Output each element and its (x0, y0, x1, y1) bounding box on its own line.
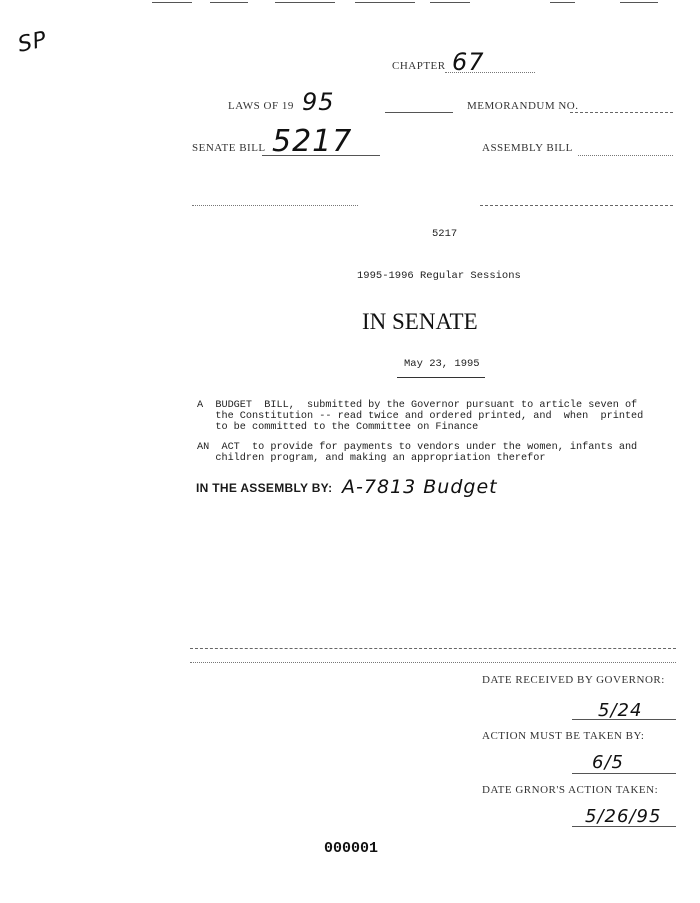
act-paragraph: AN ACT to provide for payments to vendors under the women, infants and children program, and making an appropriation therefor (197, 442, 638, 464)
scan-edge-mark (550, 2, 575, 3)
assembly-stamp-value: A-7813 Budget (342, 476, 498, 498)
page-number: 000001 (324, 840, 379, 857)
date-received-value: 5/24 (598, 700, 643, 721)
scan-edge-mark (430, 2, 470, 3)
house-heading: IN SENATE (362, 309, 478, 334)
assembly-stamp-label: IN THE ASSEMBLY BY: (196, 481, 333, 495)
introduction-date: May 23, 1995 (404, 358, 480, 370)
memorandum-label: MEMORANDUM NO. (467, 100, 579, 112)
assembly-bill-label: ASSEMBLY BILL (482, 142, 573, 154)
action-taken-value: 5/26/95 (585, 806, 662, 827)
action-deadline-value: 6/5 (592, 752, 624, 773)
memorandum-rule (570, 112, 673, 113)
senate-bill-rule (262, 155, 380, 156)
scan-edge-mark (355, 2, 415, 3)
action-deadline-label: ACTION MUST BE TAKEN BY: (482, 730, 645, 742)
margin-handwritten-note: SP (15, 27, 50, 58)
action-taken-label: DATE GRNOR'S ACTION TAKEN: (482, 784, 659, 796)
laws-year-value: 95 (302, 88, 335, 116)
date-underline (397, 377, 485, 378)
separator-line (190, 662, 676, 663)
laws-label: LAWS OF 19 (228, 100, 294, 112)
separator-line (190, 648, 676, 649)
scan-edge-mark (275, 2, 335, 3)
scan-edge-mark (620, 2, 658, 3)
blank-line-left (192, 205, 358, 206)
chapter-value: 67 (452, 48, 485, 76)
budget-bill-paragraph: A BUDGET BILL, submitted by the Governor pursuant to article seven of the Constitution -- read twice and ordered printed, and when printed to be committed to the Committee on Finance (197, 400, 644, 433)
blank-line-right (480, 205, 673, 206)
senate-bill-value: 5217 (272, 124, 353, 159)
assembly-bill-rule (578, 155, 673, 156)
bill-number: 5217 (432, 228, 458, 240)
chapter-label: CHAPTER (392, 60, 446, 72)
action-taken-rule (572, 826, 676, 827)
chapter-rule (445, 72, 535, 73)
action-deadline-rule (572, 773, 676, 774)
senate-bill-label: SENATE BILL (192, 142, 266, 154)
scan-edge-mark (210, 2, 248, 3)
scan-edge-mark (152, 2, 192, 3)
date-received-label: DATE RECEIVED BY GOVERNOR: (482, 674, 665, 686)
date-received-rule (572, 719, 676, 720)
session-label: 1995-1996 Regular Sessions (357, 270, 521, 282)
laws-rule (385, 112, 453, 113)
